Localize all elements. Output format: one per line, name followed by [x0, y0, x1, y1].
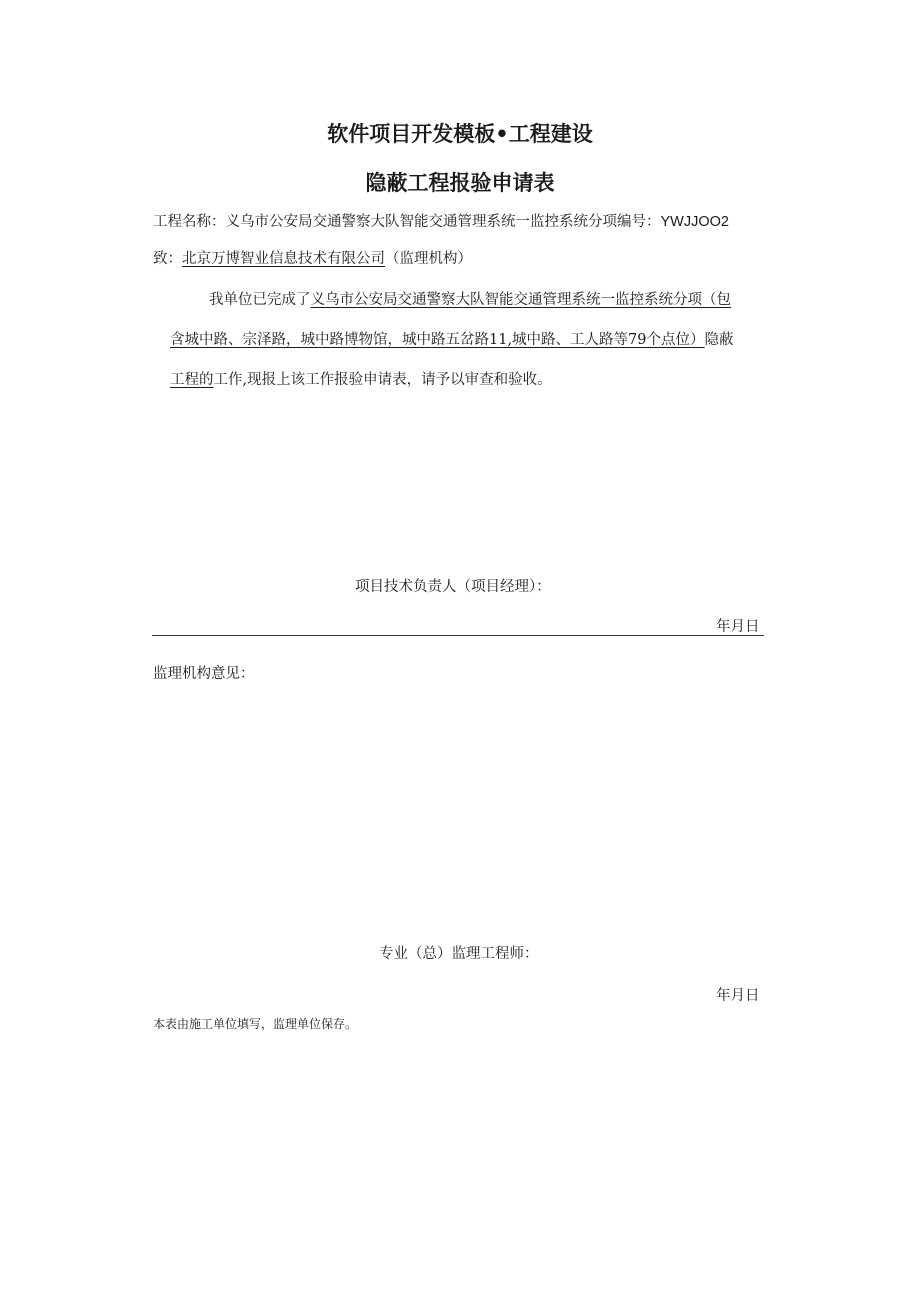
body-work-desc-3: 工程的 — [170, 372, 214, 388]
body-line-1 — [209, 288, 731, 309]
project-name-value: 义乌市公安局交通警察大队智能交通管理系统一监控系统分项 — [225, 214, 617, 230]
date-label-1: 年月日 — [716, 619, 760, 635]
project-name-label: 工程名称： — [153, 214, 226, 230]
engineer-signature-label: 专业（总）监理工程师： — [379, 946, 539, 962]
footer-note: 本表由施工单位填写，监理单位保存。 — [153, 1017, 358, 1031]
code-value: YWJJOO2 — [660, 214, 729, 230]
body-line-2 — [170, 328, 734, 349]
supervision-opinion-label: 监理机构意见： — [153, 666, 255, 682]
section-divider — [152, 635, 764, 636]
body-prefix: 我单位已完成了 — [209, 292, 311, 308]
date-label-2: 年月日 — [716, 988, 760, 1004]
body-work-desc-1: 义乌市公安局交通警察大队智能交通管理系统一监控系统分项（包 — [310, 292, 731, 308]
project-name-row — [153, 210, 729, 231]
code-label: 编号： — [617, 214, 661, 230]
document-title: 软件项目开发模板•工程建设 — [327, 122, 593, 146]
body-work-desc-2: 含城中路、宗泽路，城中路博物馆，城中路五岔路11,城中路、工人路等79个点位） — [170, 332, 705, 348]
body-work-tail-2: 隐蔽 — [704, 332, 734, 348]
addressee-suffix: （监理机构） — [385, 251, 472, 267]
addressee-label: 致： — [153, 251, 182, 267]
addressee-row — [153, 247, 472, 268]
tech-lead-label: 项目技术负责人（项目经理）： — [355, 579, 551, 595]
addressee-org: 北京万博智业信息技术有限公司 — [182, 251, 385, 267]
body-work-tail-3: 工作,现报上该工作报验申请表，请予以审查和验收。 — [213, 372, 552, 388]
form-title: 隐蔽工程报验申请表 — [365, 171, 555, 195]
body-line-3 — [170, 368, 552, 389]
